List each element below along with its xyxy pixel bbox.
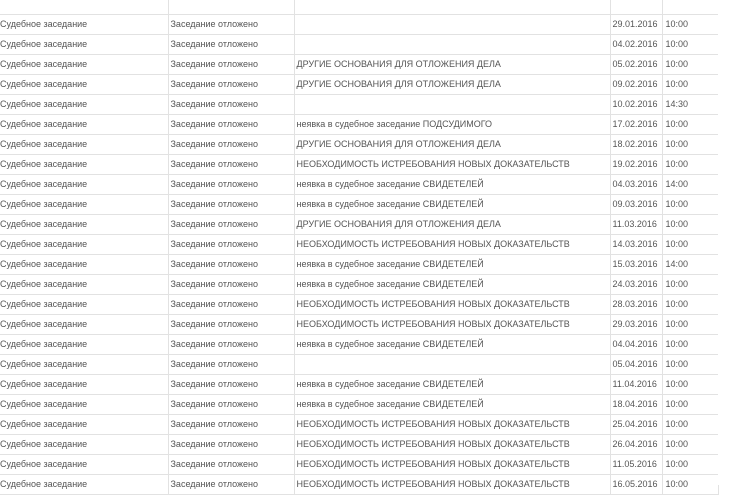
date-cell: 04.04.2016 — [610, 335, 662, 355]
status-cell: Заседание отложено — [168, 115, 294, 135]
reason-cell: неявка в судебное заседание СВИДЕТЕЛЕЙ — [294, 275, 610, 295]
table-row — [0, 255, 718, 275]
reason-cell: неявка в судебное заседание СВИДЕТЕЛЕЙ — [294, 195, 610, 215]
reason-cell: неявка в судебное заседание СВИДЕТЕЛЕЙ — [294, 175, 610, 195]
event-type-cell: Судебное заседание — [0, 335, 168, 355]
event-type-cell: Судебное заседание — [0, 415, 168, 435]
date-cell — [610, 0, 662, 15]
reason-cell: неявка в судебное заседание СВИДЕТЕЛЕЙ — [294, 335, 610, 355]
reason-cell: НЕОБХОДИМОСТЬ ИСТРЕБОВАНИЯ НОВЫХ ДОКАЗАТЕЛЬСТВ — [294, 155, 610, 175]
event-type-cell: Судебное заседание — [0, 75, 168, 95]
time-cell: 10:00 — [662, 355, 718, 375]
table-row — [0, 275, 718, 295]
event-type-cell: Судебное заседание — [0, 255, 168, 275]
time-cell: 10:00 — [662, 115, 718, 135]
time-cell: 10:00 — [662, 375, 718, 395]
event-type-cell: Судебное заседание — [0, 355, 168, 375]
status-cell: Заседание отложено — [168, 355, 294, 375]
event-type-cell: Судебное заседание — [0, 455, 168, 475]
status-cell: Заседание отложено — [168, 215, 294, 235]
date-cell: 28.03.2016 — [610, 295, 662, 315]
event-type-cell: Судебное заседание — [0, 155, 168, 175]
status-cell — [168, 0, 294, 15]
status-cell: Заседание отложено — [168, 175, 294, 195]
time-cell: 10:00 — [662, 275, 718, 295]
time-cell: 10:00 — [662, 235, 718, 255]
event-type-cell: Судебное заседание — [0, 295, 168, 315]
time-cell: 10:00 — [662, 15, 718, 35]
time-cell: 10:00 — [662, 415, 718, 435]
event-type-cell: Судебное заседание — [0, 315, 168, 335]
table-row — [0, 55, 718, 75]
reason-cell — [294, 35, 610, 55]
time-cell: 10:00 — [662, 335, 718, 355]
event-type-cell: Судебное заседание — [0, 175, 168, 195]
table-row — [0, 155, 718, 175]
reason-cell: НЕОБХОДИМОСТЬ ИСТРЕБОВАНИЯ НОВЫХ ДОКАЗАТЕЛЬСТВ — [294, 295, 610, 315]
status-cell: Заседание отложено — [168, 75, 294, 95]
date-cell: 25.04.2016 — [610, 415, 662, 435]
event-type-cell: Судебное заседание — [0, 215, 168, 235]
time-cell: 10:00 — [662, 55, 718, 75]
date-cell: 29.01.2016 — [610, 15, 662, 35]
status-cell: Заседание отложено — [168, 395, 294, 415]
time-cell: 10:00 — [662, 135, 718, 155]
reason-cell: неявка в судебное заседание СВИДЕТЕЛЕЙ — [294, 375, 610, 395]
table-row — [0, 295, 718, 315]
status-cell: Заседание отложено — [168, 375, 294, 395]
table-row — [0, 115, 718, 135]
status-cell: Заседание отложено — [168, 475, 294, 495]
event-type-cell — [0, 0, 168, 15]
table-row — [0, 435, 718, 455]
reason-cell: НЕОБХОДИМОСТЬ ИСТРЕБОВАНИЯ НОВЫХ ДОКАЗАТЕЛЬСТВ — [294, 415, 610, 435]
time-cell: 10:00 — [662, 395, 718, 415]
reason-cell: ДРУГИЕ ОСНОВАНИЯ ДЛЯ ОТЛОЖЕНИЯ ДЕЛА — [294, 215, 610, 235]
table-row — [0, 375, 718, 395]
reason-cell: неявка в судебное заседание СВИДЕТЕЛЕЙ — [294, 395, 610, 415]
reason-cell: неявка в судебное заседание СВИДЕТЕЛЕЙ — [294, 255, 610, 275]
time-cell: 10:00 — [662, 195, 718, 215]
reason-cell: ДРУГИЕ ОСНОВАНИЯ ДЛЯ ОТЛОЖЕНИЯ ДЕЛА — [294, 135, 610, 155]
reason-cell: НЕОБХОДИМОСТЬ ИСТРЕБОВАНИЯ НОВЫХ ДОКАЗАТЕЛЬСТВ — [294, 315, 610, 335]
time-cell: 10:00 — [662, 295, 718, 315]
date-cell: 10.02.2016 — [610, 95, 662, 115]
table-row — [0, 135, 718, 155]
reason-cell — [294, 0, 610, 15]
time-cell: 14:00 — [662, 175, 718, 195]
reason-cell — [294, 15, 610, 35]
date-cell: 18.02.2016 — [610, 135, 662, 155]
table-row — [0, 455, 718, 475]
time-cell: 10:00 — [662, 435, 718, 455]
date-cell: 11.04.2016 — [610, 375, 662, 395]
event-type-cell: Судебное заседание — [0, 235, 168, 255]
table-row — [0, 395, 718, 415]
reason-cell: ДРУГИЕ ОСНОВАНИЯ ДЛЯ ОТЛОЖЕНИЯ ДЕЛА — [294, 75, 610, 95]
reason-cell: ДРУГИЕ ОСНОВАНИЯ ДЛЯ ОТЛОЖЕНИЯ ДЕЛА — [294, 55, 610, 75]
date-cell: 19.02.2016 — [610, 155, 662, 175]
date-cell: 16.05.2016 — [610, 475, 662, 495]
event-type-cell: Судебное заседание — [0, 135, 168, 155]
status-cell: Заседание отложено — [168, 155, 294, 175]
status-cell: Заседание отложено — [168, 135, 294, 155]
date-cell: 29.03.2016 — [610, 315, 662, 335]
reason-cell: НЕОБХОДИМОСТЬ ИСТРЕБОВАНИЯ НОВЫХ ДОКАЗАТЕЛЬСТВ — [294, 475, 610, 495]
table-row — [0, 15, 718, 35]
status-cell: Заседание отложено — [168, 95, 294, 115]
status-cell: Заседание отложено — [168, 35, 294, 55]
status-cell: Заседание отложено — [168, 435, 294, 455]
reason-cell: НЕОБХОДИМОСТЬ ИСТРЕБОВАНИЯ НОВЫХ ДОКАЗАТЕЛЬСТВ — [294, 235, 610, 255]
event-type-cell: Судебное заседание — [0, 435, 168, 455]
status-cell: Заседание отложено — [168, 235, 294, 255]
date-cell: 24.03.2016 — [610, 275, 662, 295]
time-cell: 10:00 — [662, 35, 718, 55]
status-cell: Заседание отложено — [168, 455, 294, 475]
date-cell: 26.04.2016 — [610, 435, 662, 455]
status-cell: Заседание отложено — [168, 335, 294, 355]
time-cell: 10:00 — [662, 215, 718, 235]
table-row — [0, 75, 718, 95]
reason-cell: неявка в судебное заседание ПОДСУДИМОГО — [294, 115, 610, 135]
time-cell: 10:00 — [662, 455, 718, 475]
time-cell: 14:00 — [662, 255, 718, 275]
date-cell: 09.02.2016 — [610, 75, 662, 95]
time-cell: 10:00 — [662, 75, 718, 95]
time-cell: 14:30 — [662, 95, 718, 115]
event-type-cell: Судебное заседание — [0, 275, 168, 295]
date-cell: 18.04.2016 — [610, 395, 662, 415]
status-cell: Заседание отложено — [168, 275, 294, 295]
table-row — [0, 335, 718, 355]
table-row — [0, 195, 718, 215]
date-cell: 14.03.2016 — [610, 235, 662, 255]
reason-cell — [294, 355, 610, 375]
status-cell: Заседание отложено — [168, 415, 294, 435]
date-cell: 15.03.2016 — [610, 255, 662, 275]
table-row — [0, 235, 718, 255]
event-type-cell: Судебное заседание — [0, 375, 168, 395]
status-cell: Заседание отложено — [168, 255, 294, 275]
time-cell — [662, 0, 718, 15]
date-cell: 17.02.2016 — [610, 115, 662, 135]
date-cell: 11.03.2016 — [610, 215, 662, 235]
date-cell: 11.05.2016 — [610, 455, 662, 475]
time-cell: 10:00 — [662, 475, 718, 495]
table-row — [0, 355, 718, 375]
table-row — [0, 0, 718, 15]
table-row — [0, 415, 718, 435]
table-row — [0, 95, 718, 115]
page-margin — [718, 0, 730, 485]
date-cell: 04.02.2016 — [610, 35, 662, 55]
table-row — [0, 215, 718, 235]
event-type-cell: Судебное заседание — [0, 95, 168, 115]
event-type-cell: Судебное заседание — [0, 55, 168, 75]
date-cell: 05.04.2016 — [610, 355, 662, 375]
reason-cell: НЕОБХОДИМОСТЬ ИСТРЕБОВАНИЯ НОВЫХ ДОКАЗАТЕЛЬСТВ — [294, 435, 610, 455]
date-cell: 04.03.2016 — [610, 175, 662, 195]
date-cell: 09.03.2016 — [610, 195, 662, 215]
table-row — [0, 315, 718, 335]
time-cell: 10:00 — [662, 155, 718, 175]
time-cell: 10:00 — [662, 315, 718, 335]
table-row — [0, 175, 718, 195]
event-type-cell: Судебное заседание — [0, 35, 168, 55]
event-type-cell: Судебное заседание — [0, 115, 168, 135]
event-type-cell: Судебное заседание — [0, 475, 168, 495]
reason-cell: НЕОБХОДИМОСТЬ ИСТРЕБОВАНИЯ НОВЫХ ДОКАЗАТЕЛЬСТВ — [294, 455, 610, 475]
reason-cell — [294, 95, 610, 115]
event-type-cell: Судебное заседание — [0, 15, 168, 35]
date-cell: 05.02.2016 — [610, 55, 662, 75]
table-row — [0, 35, 718, 55]
status-cell: Заседание отложено — [168, 295, 294, 315]
status-cell: Заседание отложено — [168, 15, 294, 35]
status-cell: Заседание отложено — [168, 195, 294, 215]
event-type-cell: Судебное заседание — [0, 195, 168, 215]
event-type-cell: Судебное заседание — [0, 395, 168, 415]
status-cell: Заседание отложено — [168, 55, 294, 75]
status-cell: Заседание отложено — [168, 315, 294, 335]
